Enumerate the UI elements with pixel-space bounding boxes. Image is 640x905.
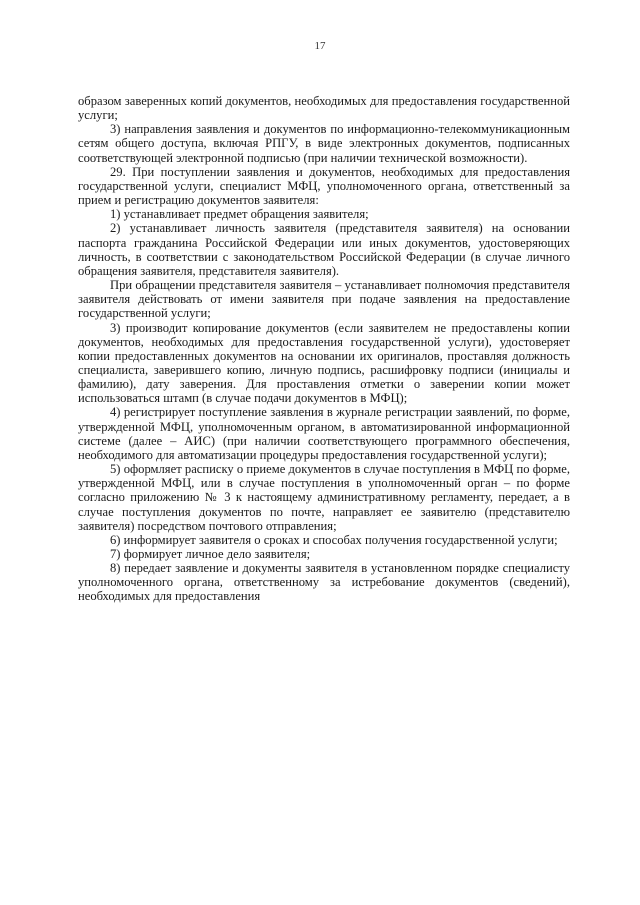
paragraph-item-7: 7) формирует личное дело заявителя; <box>110 547 311 561</box>
paragraph-item-8: 8) передает заявление и документы заявителя в установленном порядке специалисту уполномоченного органа, ответственному за истребование документов (сведений), необходимых для предоставления <box>78 561 570 604</box>
paragraph-item-6: 6) информирует заявителя о сроках и способах получения государственной услуги; <box>110 532 558 547</box>
document-body <box>78 94 570 604</box>
paragraph-item-3-electronic: 3) направления заявления и документов по информационно-телекоммуникационным сетям общего доступа, включая РПГУ, в виде электронных документов, подписанных соответствующей электронной подписью (при наличии технической возможности). <box>78 122 570 165</box>
paragraph-item-3: 3) производит копирование документов (если заявителем не предоставлены копии документов, необходимых для предоставления государственной услуги), удостоверяет копии предоставленных документов на основании их оригиналов, проставляя должность специалиста, заверившего копию, личную подпись, расшифровку подписи (инициалы и фамилию), дату заверения. Для проставления отметки о заверении копии может использоваться штамп (в случае подачи документов в МФЦ); <box>78 320 570 406</box>
paragraph-item-2: 2) устанавливает личность заявителя (представителя заявителя) на основании паспорта гражданина Российской Федерации или иных документов, удостоверяющих личность, в соответствии с законодательством Российской Федерации (в случае личного обращения заявителя, представителя заявителя). <box>78 221 570 278</box>
paragraph-item-1: 1) устанавливает предмет обращения заявителя; <box>110 207 369 222</box>
paragraph-item-4: 4) регистрирует поступление заявления в журнале регистрации заявлений, по форме, утвержденной МФЦ, уполномоченным органом, в автоматизированной информационной системе (далее – АИС) (при наличии соответствующего программного обеспечения, необходимого для автоматизации процедуры предоставления государственной услуги); <box>78 405 570 462</box>
paragraph-continuation: образом заверенных копий документов, необходимых для предоставления государственной услуги; <box>78 94 570 123</box>
page-number: 17 <box>314 40 326 52</box>
paragraph-item-5: 5) оформляет расписку о приеме документов в случае поступления в МФЦ по форме, утвержденной МФЦ, или в случае поступления в уполномоченный орган – по форме согласно приложению № 3 к настоящему административному регламенту, передает, а в случае поступления документов по почте, направляет ее заявителю (представителю заявителя) посредством почтового отправления; <box>78 462 570 533</box>
paragraph-representative: При обращении представителя заявителя – устанавливает полномочия представителя заявителя действовать от имени заявителя при подаче заявления на предоставление государственной услуги; <box>78 278 570 321</box>
paragraph-clause-29: 29. При поступлении заявления и документов, необходимых для предоставления государственной услуги, специалист МФЦ, уполномоченного органа, ответственный за прием и регистрацию документов заявителя: <box>78 164 570 208</box>
